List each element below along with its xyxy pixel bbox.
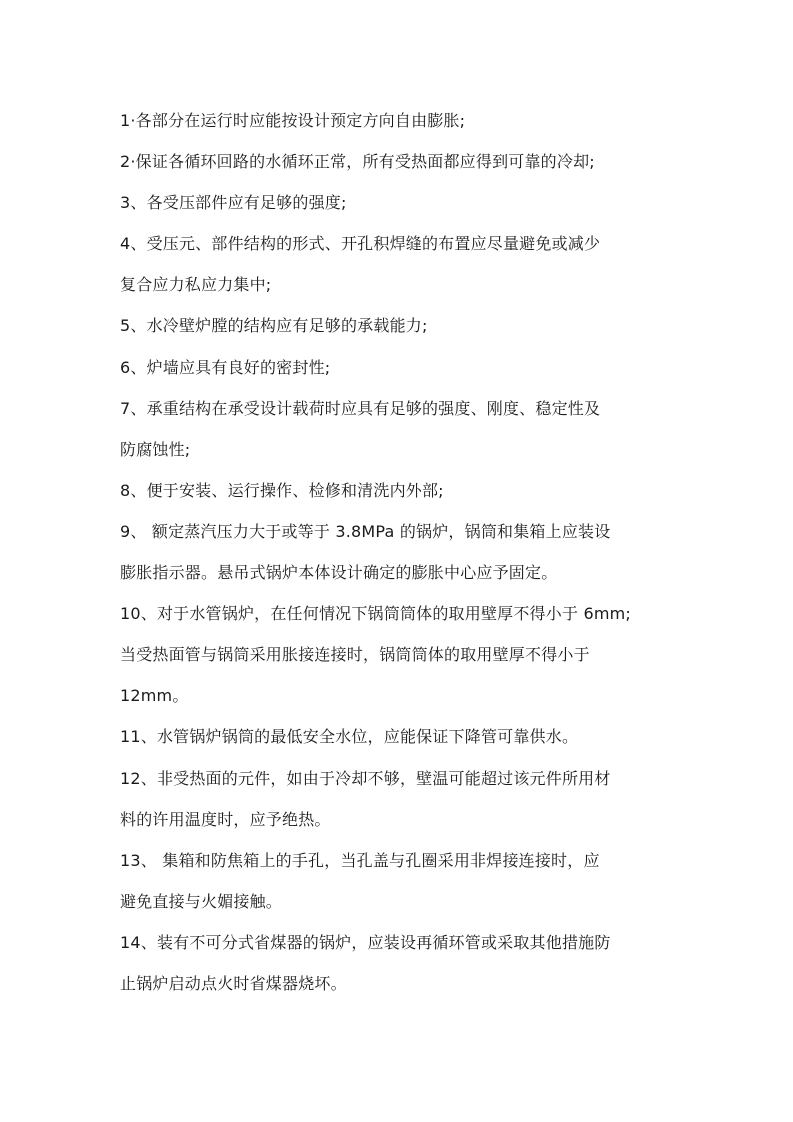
text-line: 11、水管锅炉锅筒的最低安全水位，应能保证下降管可靠供水。 xyxy=(120,727,579,747)
text-line: 10、对于水管锅炉，在任何情况下锅筒筒体的取用壁厚不得小于 6mm; xyxy=(120,604,631,624)
text-line: 料的许用温度时，应予绝热。 xyxy=(120,809,331,829)
document-body xyxy=(120,100,680,1004)
text-line: 12、非受热面的元件，如由于冷却不够，壁温可能超过该元件所用材 xyxy=(120,768,611,788)
text-line: 复合应力私应力集中; xyxy=(120,275,272,295)
text-line: 1·各部分在运行时应能按设计预定方向自由膨胀; xyxy=(120,111,466,130)
text-line: 12mm。 xyxy=(120,686,189,706)
text-line: 13、 集箱和防焦箱上的手孔，当孔盖与孔圈采用非焊接连接时，应 xyxy=(120,850,600,870)
text-line: 3、各受压部件应有足够的强度; xyxy=(120,193,347,213)
text-line: 9、 额定蒸汽压力大于或等于 3.8MPa 的锅炉，锅筒和集箱上应装设 xyxy=(120,521,611,541)
text-line: 当受热面管与锅筒采用胀接连接时，锅筒筒体的取用壁厚不得小于 xyxy=(120,645,590,665)
text-line: 止锅炉启动点火时省煤器烧坏。 xyxy=(120,973,347,993)
text-line: 5、水冷壁炉膛的结构应有足够的承载能力; xyxy=(120,316,428,336)
text-line: 防腐蚀性; xyxy=(120,439,191,459)
text-line: 4、受压元、部件结构的形式、开孔积焊缝的布置应尽量避免或减少 xyxy=(120,234,601,254)
text-line: 膨胀指示器。悬吊式锅炉本体设计确定的膨胀中心应予固定。 xyxy=(120,563,558,583)
text-line: 7、承重结构在承受设计载荷时应具有足够的强度、刚度、稳定性及 xyxy=(120,398,601,418)
text-line: 避免直接与火媚接触。 xyxy=(120,891,283,911)
text-line: 8、便于安装、运行操作、检修和清洗内外部; xyxy=(120,480,444,500)
text-line: 2·保证各循环回路的水循环正常，所有受热面都应得到可靠的冷却; xyxy=(120,152,595,172)
text-line: 6、炉墙应具有良好的密封性; xyxy=(120,357,331,377)
text-line: 14、装有不可分式省煤器的锅炉，应装设再循环管或采取其他措施防 xyxy=(120,932,611,952)
